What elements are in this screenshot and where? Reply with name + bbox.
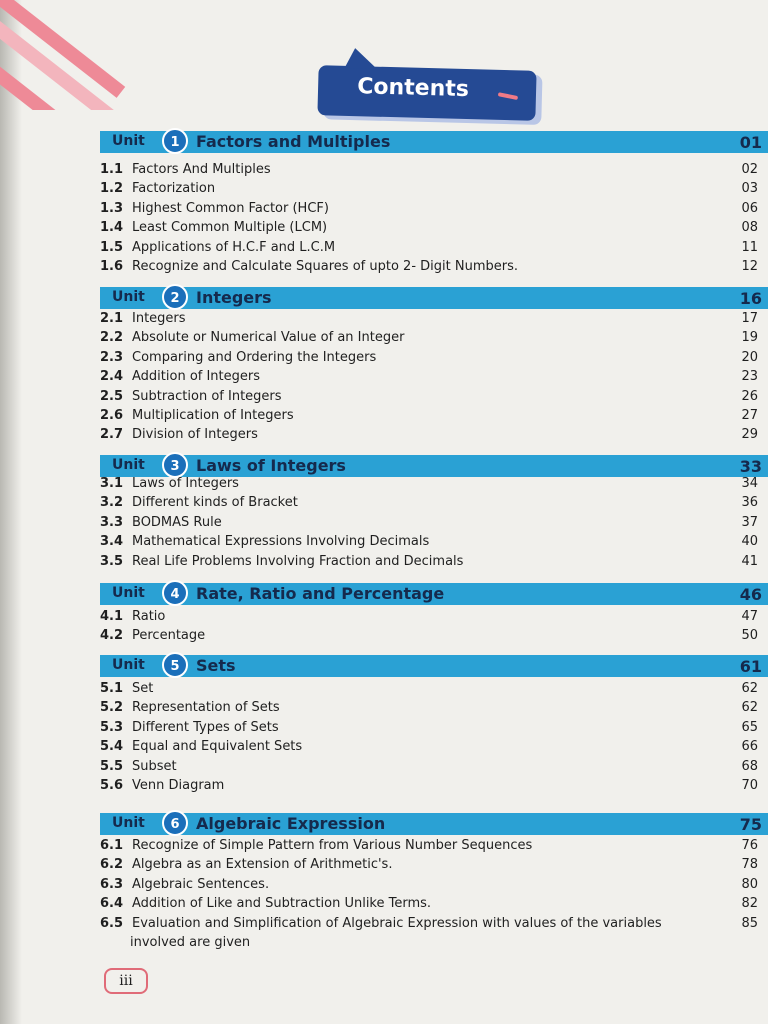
unit-header-3 bbox=[100, 455, 768, 477]
topic-page: 37 bbox=[741, 514, 758, 530]
topic-title: Recognize of Simple Pattern from Various Number Sequences bbox=[132, 838, 533, 853]
page-binding-shadow bbox=[0, 0, 22, 1024]
unit-page-number: 33 bbox=[739, 457, 762, 476]
topic-page: 11 bbox=[741, 239, 758, 255]
contents-banner bbox=[317, 65, 536, 121]
topic-row bbox=[100, 311, 758, 330]
topic-number: 2.5 bbox=[100, 388, 124, 404]
topic-title: Factorization bbox=[132, 181, 216, 197]
topic-title: Subtraction of Integers bbox=[132, 388, 282, 404]
topic-page: 03 bbox=[741, 181, 758, 197]
topic-number: 2.1 bbox=[100, 311, 124, 326]
topic-title: Set bbox=[132, 681, 154, 696]
topic-row bbox=[100, 896, 758, 915]
unit-number-badge: 6 bbox=[162, 810, 188, 836]
topic-row bbox=[100, 369, 758, 388]
topic-row bbox=[100, 609, 758, 628]
topic-row bbox=[100, 554, 758, 573]
topic-row bbox=[100, 389, 758, 408]
topic-page: 76 bbox=[741, 838, 758, 853]
topic-row bbox=[100, 181, 758, 200]
topic-page: 50 bbox=[741, 628, 758, 644]
corner-decoration bbox=[0, 0, 130, 110]
unit-number-badge: 2 bbox=[162, 284, 188, 310]
topic-page: 26 bbox=[741, 388, 758, 404]
topic-page: 20 bbox=[741, 349, 758, 365]
topic-page: 19 bbox=[741, 330, 758, 346]
topic-page: 08 bbox=[741, 220, 758, 236]
topic-row bbox=[100, 201, 758, 220]
topic-number: 3.1 bbox=[100, 476, 124, 491]
unit-page-number: 46 bbox=[739, 585, 762, 604]
topic-page: 34 bbox=[741, 476, 758, 491]
topic-number: 6.3 bbox=[100, 876, 124, 892]
unit-number-badge: 3 bbox=[162, 452, 188, 478]
unit-label: Unit bbox=[112, 657, 145, 673]
topic-number: 1.3 bbox=[100, 200, 124, 216]
topic-title: Highest Common Factor (HCF) bbox=[132, 200, 329, 216]
topic-page: 85 bbox=[741, 915, 758, 931]
topic-page: 06 bbox=[741, 200, 758, 216]
unit-title: Rate, Ratio and Percentage bbox=[196, 584, 445, 603]
unit-title: Sets bbox=[196, 656, 236, 675]
unit-label: Unit bbox=[112, 457, 145, 473]
unit-header-1 bbox=[100, 131, 768, 153]
topic-row bbox=[100, 515, 758, 534]
topic-number: 3.4 bbox=[100, 534, 124, 550]
topic-title: Factors And Multiples bbox=[132, 162, 271, 177]
topic-row bbox=[100, 720, 758, 739]
unit-page-number: 61 bbox=[739, 657, 762, 676]
topic-row bbox=[100, 877, 758, 896]
topic-title: Different kinds of Bracket bbox=[132, 495, 298, 511]
topic-title: Applications of H.C.F and L.C.M bbox=[132, 239, 336, 255]
topic-number: 6.2 bbox=[100, 857, 124, 873]
topic-page: 40 bbox=[741, 534, 758, 550]
unit-title: Factors and Multiples bbox=[196, 132, 391, 151]
topic-continuation: involved are given bbox=[130, 935, 251, 950]
topic-page: 80 bbox=[741, 876, 758, 892]
topic-number: 2.2 bbox=[100, 330, 124, 346]
topic-number: 5.3 bbox=[100, 719, 124, 735]
topic-title: Absolute or Numerical Value of an Integer bbox=[132, 330, 405, 346]
topic-title: Mathematical Expressions Involving Decimals bbox=[132, 534, 430, 550]
topic-number: 5.1 bbox=[100, 681, 124, 696]
topic-row bbox=[100, 220, 758, 239]
unit-header-4 bbox=[100, 583, 768, 605]
topic-number: 2.4 bbox=[100, 369, 124, 385]
topic-row bbox=[100, 534, 758, 553]
unit-label: Unit bbox=[112, 289, 145, 305]
topic-number: 4.1 bbox=[100, 609, 124, 624]
topic-row bbox=[100, 240, 758, 259]
topic-row bbox=[100, 259, 758, 278]
topic-page: 82 bbox=[741, 896, 758, 912]
topic-row bbox=[100, 628, 758, 647]
unit-number-badge: 4 bbox=[162, 580, 188, 606]
topic-title: Percentage bbox=[132, 628, 206, 644]
topic-title: Addition of Integers bbox=[132, 369, 261, 385]
topic-number: 2.7 bbox=[100, 427, 124, 443]
topic-row bbox=[100, 350, 758, 369]
topic-row bbox=[100, 838, 758, 857]
topic-title: Venn Diagram bbox=[132, 778, 225, 793]
topic-title: Division of Integers bbox=[132, 427, 258, 443]
unit-header-2 bbox=[100, 287, 768, 309]
topic-row bbox=[100, 778, 758, 797]
topic-number: 6.1 bbox=[100, 838, 124, 853]
unit-title: Integers bbox=[196, 288, 272, 307]
topic-row bbox=[100, 681, 758, 700]
topic-number: 1.1 bbox=[100, 162, 124, 177]
topic-title: Equal and Equivalent Sets bbox=[132, 739, 303, 755]
unit-label: Unit bbox=[112, 815, 145, 831]
topic-title: BODMAS Rule bbox=[132, 514, 222, 530]
topic-page: 62 bbox=[741, 700, 758, 716]
topic-page: 29 bbox=[741, 427, 758, 443]
page-number: iii bbox=[104, 968, 148, 994]
topic-page: 65 bbox=[741, 719, 758, 735]
topic-number: 3.5 bbox=[100, 553, 124, 569]
topic-page: 66 bbox=[741, 739, 758, 755]
unit-number-badge: 1 bbox=[162, 128, 188, 154]
topic-number: 6.5 bbox=[100, 915, 124, 931]
unit-title: Laws of Integers bbox=[196, 456, 346, 475]
topic-number: 1.2 bbox=[100, 181, 124, 197]
topic-title: Different Types of Sets bbox=[132, 719, 279, 735]
topic-title: Laws of Integers bbox=[132, 476, 239, 491]
topic-page: 78 bbox=[741, 857, 758, 873]
topic-number: 3.2 bbox=[100, 495, 124, 511]
topic-title: Evaluation and Simplification of Algebraic Expression with values of the variables bbox=[132, 915, 662, 931]
topic-title: Recognize and Calculate Squares of upto 2- Digit Numbers. bbox=[132, 259, 518, 274]
topic-row bbox=[100, 330, 758, 349]
topic-title: Comparing and Ordering the Integers bbox=[132, 349, 377, 365]
topic-title: Algebraic Sentences. bbox=[132, 876, 270, 892]
topic-title: Multiplication of Integers bbox=[132, 408, 294, 423]
topic-page: 41 bbox=[741, 553, 758, 569]
unit-page-number: 16 bbox=[739, 289, 762, 308]
topic-row bbox=[100, 408, 758, 427]
topic-title: Integers bbox=[132, 311, 186, 326]
topic-row bbox=[100, 476, 758, 495]
page-title: Contents bbox=[356, 74, 470, 103]
topic-number: 5.4 bbox=[100, 739, 124, 755]
topic-number: 4.2 bbox=[100, 628, 124, 644]
topic-title: Least Common Multiple (LCM) bbox=[132, 220, 328, 236]
topic-page: 17 bbox=[741, 311, 758, 326]
topic-page: 62 bbox=[741, 681, 758, 696]
topic-page: 47 bbox=[741, 609, 758, 624]
unit-header-6 bbox=[100, 813, 768, 835]
topic-row bbox=[100, 759, 758, 778]
topic-page: 36 bbox=[741, 495, 758, 511]
topic-number: 5.5 bbox=[100, 758, 124, 774]
topic-number: 5.6 bbox=[100, 778, 124, 793]
topic-number: 5.2 bbox=[100, 700, 124, 716]
topic-row bbox=[100, 162, 758, 181]
unit-header-5 bbox=[100, 655, 768, 677]
unit-page-number: 01 bbox=[739, 133, 762, 152]
topic-page: 68 bbox=[741, 758, 758, 774]
topic-page: 70 bbox=[741, 778, 758, 793]
unit-page-number: 75 bbox=[739, 815, 762, 834]
unit-label: Unit bbox=[112, 133, 145, 149]
topic-title: Representation of Sets bbox=[132, 700, 280, 716]
topic-row bbox=[100, 857, 758, 876]
topic-number: 1.5 bbox=[100, 239, 124, 255]
topic-row bbox=[100, 700, 758, 719]
topic-number: 6.4 bbox=[100, 896, 124, 912]
unit-label: Unit bbox=[112, 585, 145, 601]
topic-number: 2.3 bbox=[100, 349, 124, 365]
topic-title: Ratio bbox=[132, 609, 166, 624]
topic-page: 27 bbox=[741, 408, 758, 423]
topic-row bbox=[100, 427, 758, 446]
topic-number: 2.6 bbox=[100, 408, 124, 423]
topic-page: 12 bbox=[741, 259, 758, 274]
topic-page: 02 bbox=[741, 162, 758, 177]
unit-title: Algebraic Expression bbox=[196, 814, 386, 833]
topic-number: 3.3 bbox=[100, 514, 124, 530]
topic-row bbox=[100, 916, 758, 935]
topic-row bbox=[100, 739, 758, 758]
topic-page: 23 bbox=[741, 369, 758, 385]
topic-row bbox=[100, 495, 758, 514]
topic-number: 1.6 bbox=[100, 259, 124, 274]
topic-title: Addition of Like and Subtraction Unlike Terms. bbox=[132, 896, 432, 912]
unit-number-badge: 5 bbox=[162, 652, 188, 678]
topic-title: Algebra as an Extension of Arithmetic's. bbox=[132, 857, 393, 873]
topic-title: Subset bbox=[132, 758, 177, 774]
topic-title: Real Life Problems Involving Fraction and Decimals bbox=[132, 553, 464, 569]
topic-number: 1.4 bbox=[100, 220, 124, 236]
